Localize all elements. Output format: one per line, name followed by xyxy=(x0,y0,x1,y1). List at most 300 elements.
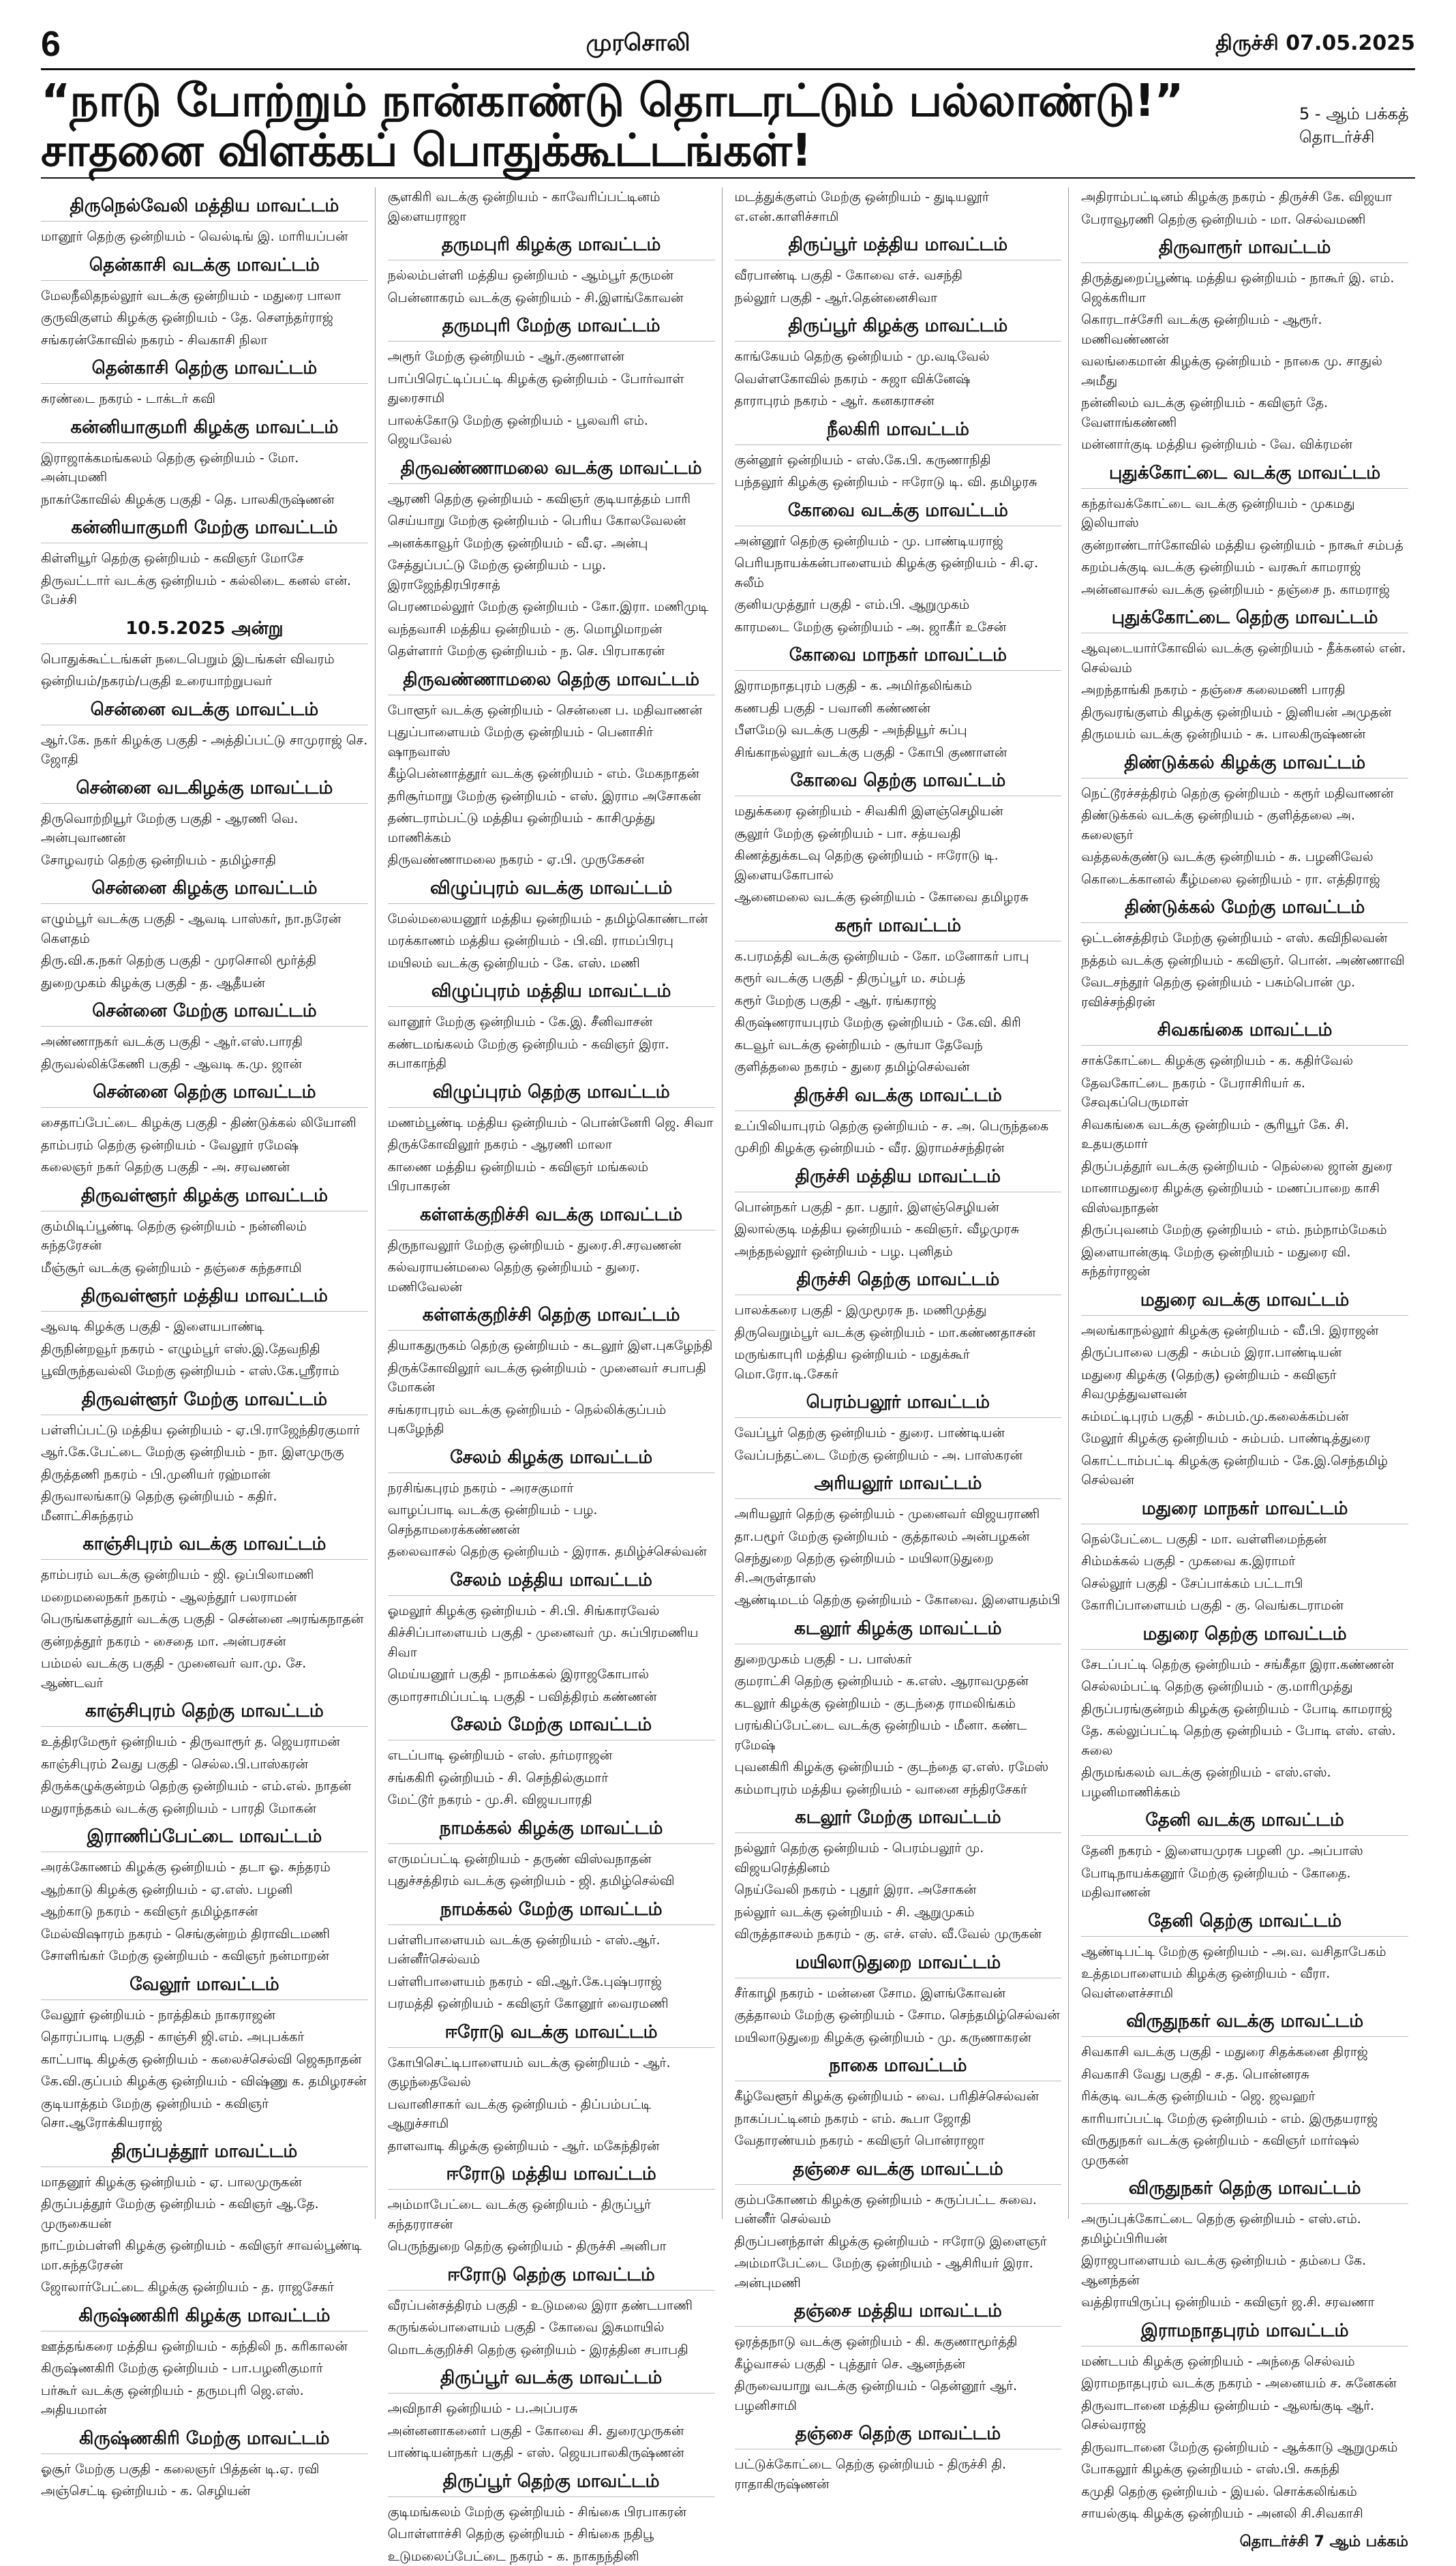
meeting-entry: பெரணமல்லூர் மேற்கு ஒன்றியம் - கோ.இரா. மணிமுடி xyxy=(388,597,715,617)
meeting-entry: வெள்ளகோவில் நகரம் - சுஜா விக்னேஷ் xyxy=(735,369,1062,389)
meeting-entry: இலால்குடி மத்திய ஒன்றியம் - கவிஞர். வீழமுரசு xyxy=(735,1220,1062,1239)
meeting-entry: மரக்காணம் மத்திய ஒன்றியம் - பி.வி. ராமப்பிரபு xyxy=(388,931,715,951)
district-heading: திருவள்ளூர் மேற்கு மாவட்டம் xyxy=(41,1389,368,1415)
district-heading: இராணிப்பேட்டை மாவட்டம் xyxy=(41,1826,368,1852)
meeting-entry: ஆர்.கே.பேட்டை மேற்கு ஒன்றியம் - நா. இளமுருகு xyxy=(41,1443,368,1462)
district-heading: சேலம் மேற்கு மாவட்டம் xyxy=(388,1715,715,1740)
district-heading: விழுப்புரம் வடக்கு மாவட்டம் xyxy=(388,878,715,904)
meeting-entry: மொடக்குறிச்சி தெற்கு ஒன்றியம் - இரத்தின சபாபதி xyxy=(388,2340,715,2360)
meeting-entry: குன்றாண்டார்கோவில் மத்திய ஒன்றியம் - நாகூர் சம்பத் xyxy=(1081,536,1408,556)
district-heading: கிருஷ்ணகிரி மேற்கு மாவட்டம் xyxy=(41,2428,368,2454)
meeting-entry: தண்டராம்பட்டு மத்திய ஒன்றியம் - காசிமுத்து மாணிக்கம் xyxy=(388,809,715,847)
meeting-entry: திருப்புவனம் மேற்கு ஒன்றியம் - எம். நம்நாம்மேகம் xyxy=(1081,1220,1408,1240)
column-3 xyxy=(735,187,1070,2219)
meeting-entry: தேனி நகரம் - இளையமுரசு பழனி மு. அப்பாஸ் xyxy=(1081,1841,1408,1861)
article-columns xyxy=(41,187,1415,2219)
meeting-entry: ரிக்குடி வடக்கு ஒன்றியம் - ஜெ. ஜவஹர் xyxy=(1081,2087,1408,2107)
meeting-entry: தாளவாடி கிழக்கு ஒன்றியம் - ஆர். மகேந்திரன் xyxy=(388,2137,715,2156)
district-heading: கிருஷ்ணகிரி கிழக்கு மாவட்டம் xyxy=(41,2306,368,2331)
meeting-entry: சோளிங்கர் மேற்கு ஒன்றியம் - கவிஞர் நன்மாறன் xyxy=(41,1946,368,1966)
meeting-entry: சூளகிரி வடக்கு ஒன்றியம் - காவேரிப்பட்டினம் இளையராஜா xyxy=(388,187,715,226)
district-heading: சென்னை கிழக்கு மாவட்டம் xyxy=(41,878,368,904)
meeting-entry: பாலக்கோடு மேற்கு ஒன்றியம் - பூலவரி எம். ஜெயவேல் xyxy=(388,411,715,450)
meeting-entry: சிவகாசி வடக்கு பகுதி - மதுரை சிதக்கனை திராஜ் xyxy=(1081,2042,1408,2062)
district-heading: திருச்சி வடக்கு மாவட்டம் xyxy=(735,1085,1062,1111)
meeting-entry: சேத்துப்பட்டு மேற்கு ஒன்றியம் - பழ. இராஜேந்திரபிரசாத் xyxy=(388,556,715,594)
district-heading: விருதுநகர் தெற்கு மாவட்டம் xyxy=(1081,2178,1408,2204)
meeting-entry: குமராட்சி தெற்கு ஒன்றியம் - க.எஸ். ஆராவமுதன் xyxy=(735,1672,1062,1691)
meeting-entry: கல்வராயன்மலை தெற்கு ஒன்றியம் - துரை. மணிவேலன் xyxy=(388,1258,715,1297)
meeting-entry: திருநின்றவூர் நகரம் - எழும்பூர் எஸ்.இ.தேவநிதி xyxy=(41,1340,368,1359)
district-heading: புதுக்கோட்டை தெற்கு மாவட்டம் xyxy=(1081,607,1408,633)
district-heading: 10.5.2025 அன்று xyxy=(41,618,368,644)
meeting-entry: தெள்ளார் மேற்கு ஒன்றியம் - ந. செ. பிரபாகரன் xyxy=(388,642,715,661)
district-heading: கன்னியாகுமரி கிழக்கு மாவட்டம் xyxy=(41,417,368,443)
district-heading: திண்டுக்கல் மேற்கு மாவட்டம் xyxy=(1081,897,1408,923)
meeting-entry: கண்டமங்கலம் மேற்கு ஒன்றியம் - கவிஞர் இரா. சுபாகாந்தி xyxy=(388,1035,715,1074)
meeting-entry: கோரிப்பாளையம் பகுதி - கு. வெங்கடராமன் xyxy=(1081,1596,1408,1616)
meeting-entry: குமாரசாமிப்பட்டி பகுதி - பவித்திரம் கண்ணன் xyxy=(388,1687,715,1707)
district-heading: நாமக்கல் மேற்கு மாவட்டம் xyxy=(388,1899,715,1925)
meeting-entry: கொட்டாம்பட்டி கிழக்கு ஒன்றியம் - கே.இ.செந்தமிழ் செல்வன் xyxy=(1081,1451,1408,1490)
meeting-entry: திருமங்கலம் வடக்கு ஒன்றியம் - எஸ்.எஸ். பழனிமாணிக்கம் xyxy=(1081,1763,1408,1802)
meeting-entry: நெல்பேட்டை பகுதி - மா. வள்ளிமைந்தன் xyxy=(1081,1530,1408,1550)
meeting-entry: திருவெறும்பூர் வடக்கு ஒன்றியம் - மா.கண்ணதாசன் xyxy=(735,1323,1062,1343)
meeting-entry: சைதாப்பேட்டை கிழக்கு பகுதி - திண்டுக்கல் லியோனி xyxy=(41,1113,368,1133)
meeting-entry: அலங்காநல்லூர் கிழக்கு ஒன்றியம் - வீ.பி. இராஜன் xyxy=(1081,1321,1408,1341)
city-date: திருச்சி 07.05.2025 xyxy=(1215,31,1415,58)
meeting-entry: நாட்றம்பள்ளி கிழக்கு ஒன்றியம் - கவிஞர் சாவல்பூண்டி மா.சுந்தரேசன் xyxy=(41,2236,368,2275)
meeting-entry: போடிநாயக்கனூர் மேற்கு ஒன்றியம் - கோதை. மதிவாணன் xyxy=(1081,1864,1408,1903)
headline: “நாடு போற்றும் நான்காண்டு தொடரட்டும் பல்லாண்டு!” சாதனை விளக்கப் பொதுக்கூட்டங்கள்! xyxy=(41,76,1299,175)
meeting-entry: திருமயம் வடக்கு ஒன்றியம் - சு. பாலகிருஷ்ணன் xyxy=(1081,725,1408,744)
meeting-entry: திருவாலங்காடு தெற்கு ஒன்றியம் - கதிர். மீனாட்சிசுந்தரம் xyxy=(41,1487,368,1526)
meeting-entry: தரிசூர்மாறு மேற்கு ஒன்றியம் - எஸ். இராம அசோகன் xyxy=(388,787,715,806)
meeting-entry: மானூர் தெற்கு ஒன்றியம் - வெல்டிங் இ. மாரியப்பன் xyxy=(41,227,368,247)
meeting-entry: கிச்சிப்பாளையம் பகுதி - முனைவர் மு. சுப்பிரமணிய சிவா xyxy=(388,1623,715,1662)
meeting-entry: செய்யாறு மேற்கு ஒன்றியம் - பெரிய கோலவேலன் xyxy=(388,511,715,531)
meeting-entry: மதுக்கரை ஒன்றியம் - சிவகிரி இளஞ்செழியன் xyxy=(735,802,1062,821)
meeting-entry: கும்பகோணம் கிழக்கு ஒன்றியம் - சுருப்பட்ட சுவை. பன்னீர் செல்வம் xyxy=(735,2190,1062,2229)
meeting-entry: பவானிசாகர் வடக்கு ஒன்றியம் - திப்பம்பட்டி ஆறுச்சாமி xyxy=(388,2095,715,2134)
district-heading: திருப்பூர் மத்திய மாவட்டம் xyxy=(735,235,1062,260)
meeting-entry: வலங்கைமான் கிழக்கு ஒன்றியம் - நாகை மு. சாதுல் அமீது xyxy=(1081,352,1408,391)
meeting-entry: சிங்காநல்லூர் வடக்கு பகுதி - கோபி குணாளன் xyxy=(735,743,1062,763)
meeting-entry: கணபதி பகுதி - பவானி கண்ணன் xyxy=(735,699,1062,719)
meeting-entry: நல்லம்பள்ளி மத்திய ஒன்றியம் - ஆம்பூர் தருமன் xyxy=(388,266,715,286)
meeting-entry: வாழப்பாடி வடக்கு ஒன்றியம் - பழ. செந்தாமரைக்கண்ணன் xyxy=(388,1500,715,1539)
meeting-entry: திரு.வி.க.நகர் தெற்கு பகுதி - முரசொலி மூர்த்தி xyxy=(41,951,368,971)
meeting-entry: பூவிருந்தவல்லி மேற்கு ஒன்றியம் - எஸ்.கே.ஸ்ரீராம் xyxy=(41,1361,368,1381)
district-heading: வேலூர் மாவட்டம் xyxy=(41,1974,368,2000)
meeting-entry: செந்துறை தெற்கு ஒன்றியம் - மயிலாடுதுறை சி.அருள்தாஸ் xyxy=(735,1549,1062,1588)
district-heading: சேலம் மத்திய மாவட்டம் xyxy=(388,1570,715,1596)
meeting-entry: கரூர் வடக்கு பகுதி - திருப்பூர் ம. சம்பத் xyxy=(735,969,1062,988)
column-1 xyxy=(41,187,376,2219)
continuation-note: 5 - ஆம் பக்கத் தொடர்ச்சி xyxy=(1299,103,1415,149)
meeting-entry: கொடைக்கானல் கீழ்மலை ஒன்றியம் - ரா. எத்திராஜ் xyxy=(1081,870,1408,890)
meeting-entry: நல்லூர் வடக்கு ஒன்றியம் - சி. ஆறுமுகம் xyxy=(735,1903,1062,1922)
meeting-entry: திருக்கழுக்குன்றம் தெற்கு ஒன்றியம் - எம்.எல். நாதன் xyxy=(41,1777,368,1796)
district-heading: கோவை மாநகர் மாவட்டம் xyxy=(735,645,1062,671)
meeting-entry: கோபிசெட்டிபாளையம் வடக்கு ஒன்றியம் - ஆர். குழந்தைவேல் xyxy=(388,2053,715,2092)
meeting-entry: குருவிகுளம் கிழக்கு ஒன்றியம் - தே. சௌந்தர்ராஜ் xyxy=(41,308,368,328)
district-heading: மதுரை தெற்கு மாவட்டம் xyxy=(1081,1624,1408,1650)
meeting-entry: குடிமங்கலம் மேற்கு ஒன்றியம் - சிங்கை பிரபாகரன் xyxy=(388,2503,715,2522)
meeting-entry: பெரியநாயக்கன்பாளையம் கிழக்கு ஒன்றியம் - சி.ஏ. சுலீம் xyxy=(735,554,1062,592)
meeting-entry: சிவகங்கை வடக்கு ஒன்றியம் - சூரியூர் கே. சி. உதயகுமார் xyxy=(1081,1115,1408,1154)
meeting-entry: பெருந்துறை தெற்கு ஒன்றியம் - திருச்சி அனிபா xyxy=(388,2237,715,2256)
meeting-entry: அன்னனாகனைர் பகுதி - கோவை சி. துரைமுருகன் xyxy=(388,2421,715,2441)
meeting-entry: மன்னார்குடி மத்திய ஒன்றியம் - வே. விக்ரமன் xyxy=(1081,435,1408,455)
meeting-entry: நெய்வேலி நகரம் - புதூர் இரா. அசோகன் xyxy=(735,1880,1062,1900)
district-heading: கோவை வடக்கு மாவட்டம் xyxy=(735,500,1062,526)
meeting-entry: கறம்பக்குடி வடக்கு ஒன்றியம் - வரகூர் காமராஜ் xyxy=(1081,558,1408,577)
meeting-entry: முசிறி கிழக்கு ஒன்றியம் - வீர. இராமச்சந்திரன் xyxy=(735,1138,1062,1158)
district-heading: நாகை மாவட்டம் xyxy=(735,2055,1062,2081)
meeting-entry: திருவட்டார் வடக்கு ஒன்றியம் - கல்லிடை கனல் என். பேச்சி xyxy=(41,571,368,610)
district-heading: கள்ளக்குறிச்சி தெற்கு மாவட்டம் xyxy=(388,1305,715,1331)
district-heading: தஞ்சை வடக்கு மாவட்டம் xyxy=(735,2159,1062,2185)
headline-row xyxy=(41,75,1415,179)
meeting-entry: நன்னிலம் வடக்கு ஒன்றியம் - கவிஞர் தே. வேளாங்கண்ணி xyxy=(1081,393,1408,432)
meeting-entry: உத்திரமேரூர் ஒன்றியம் - திருவாரூர் த. ஜெயராமன் xyxy=(41,1732,368,1752)
meeting-entry: ஊத்தங்கரை மத்திய ஒன்றியம் - கந்திலி ந. கரிகாலன் xyxy=(41,2337,368,2357)
meeting-entry: க.பரமத்தி வடக்கு ஒன்றியம் - கோ. மனோகர் பாபு xyxy=(735,947,1062,967)
meeting-entry: அம்மாபேட்டை மேற்கு ஒன்றியம் - ஆசிரியர் இரா. அன்புமணி xyxy=(735,2254,1062,2293)
meeting-entry: இராஜபாளையம் வடக்கு ஒன்றியம் - தம்பை கே. ஆனந்தன் xyxy=(1081,2251,1408,2290)
meeting-entry: சங்ககிரி ஒன்றியம் - சி. செந்தில்குமார் xyxy=(388,1768,715,1788)
meeting-entry: கொரடாச்சேரி வடக்கு ஒன்றியம் - ஆரூர். மணிவண்ணன் xyxy=(1081,310,1408,349)
meeting-entry: பம்மல் வடக்கு பகுதி - முனைவர் வா.மு. சே. ஆண்டவர் xyxy=(41,1654,368,1693)
district-heading: மதுரை வடக்கு மாவட்டம் xyxy=(1081,1290,1408,1316)
meeting-entry: மெய்யனூர் பகுதி - நாமக்கல் இராஜகோபால் xyxy=(388,1665,715,1685)
meeting-entry: சாக்கோட்டை கிழக்கு ஒன்றியம் - க. கதிர்வேல் xyxy=(1081,1051,1408,1071)
meeting-entry: தலைவாசல் தெற்கு ஒன்றியம் - இராசு. தமிழ்ச்செல்வன் xyxy=(388,1542,715,1562)
district-heading: திருவண்ணாமலை தெற்கு மாவட்டம் xyxy=(388,669,715,695)
paper-name: முரசொலி xyxy=(586,29,691,59)
meeting-entry: மேல்விஷாரம் நகரம் - செங்குன்றம் திராவிடமணி xyxy=(41,1925,368,1944)
district-heading: திருவள்ளூர் மத்திய மாவட்டம் xyxy=(41,1286,368,1312)
district-heading: திருச்சி மத்திய மாவட்டம் xyxy=(735,1166,1062,1192)
district-heading: சென்னை வடக்கு மாவட்டம் xyxy=(41,699,368,725)
meeting-entry: கமுதி தெற்கு ஒன்றியம் - இயல். சொக்கலிங்கம் xyxy=(1081,2482,1408,2502)
meeting-entry: திருப்பாலை பகுதி - சும்பம் இரா.பாண்டியன் xyxy=(1081,1343,1408,1363)
meeting-entry: ஓமலூர் கிழக்கு ஒன்றியம் - சி.பி. சிங்காரவேல் xyxy=(388,1601,715,1621)
meeting-entry: பள்ளிபாளையம் நகரம் - வி.ஆர்.கே.புஷ்பராஜ் xyxy=(388,1972,715,1992)
meeting-entry: ஆண்டிபட்டி மேற்கு ஒன்றியம் - அ.வ. வசிதாபேகம் xyxy=(1081,1942,1408,1962)
meeting-entry: தாராபுரம் நகரம் - ஆர். கனகராசன் xyxy=(735,391,1062,411)
meeting-entry: பரங்கிப்பேட்டை வடக்கு ஒன்றியம் - மீனா. கண்ட ரமேஷ் xyxy=(735,1716,1062,1755)
meeting-entry: தியாகதுருகம் தெற்கு ஒன்றியம் - கடலூர் இள.புகழேந்தி xyxy=(388,1336,715,1356)
district-heading: நீலகிரி மாவட்டம் xyxy=(735,419,1062,445)
meeting-entry: பொள்ளாச்சி தெற்கு ஒன்றியம் - சிங்கை நதிபூ xyxy=(388,2524,715,2544)
meeting-entry: காஞ்சிபுரம் 2வது பகுதி - செல்ல.பி.பாஸ்கரன் xyxy=(41,1755,368,1775)
meeting-entry: மேல்மலையனூர் மத்திய ஒன்றியம் - தமிழ்கொண்டான் xyxy=(388,909,715,929)
district-heading: தேனி வடக்கு மாவட்டம் xyxy=(1081,1810,1408,1836)
district-heading: கரூர் மாவட்டம் xyxy=(735,916,1062,941)
district-heading: கோவை தெற்கு மாவட்டம் xyxy=(735,770,1062,796)
district-heading: கன்னியாகுமரி மேற்கு மாவட்டம் xyxy=(41,517,368,543)
meeting-entry: திருத்துறைப்பூண்டி மத்திய ஒன்றியம் - நாகூர் இ. எம். ஜெக்கரியா xyxy=(1081,269,1408,307)
meeting-entry: காரியாப்பட்டி மேற்கு ஒன்றியம் - எம். இருதயராஜ் xyxy=(1081,2109,1408,2129)
meeting-entry: குனியமுத்தூர் பகுதி - எம்.பி. ஆறுமுகம் xyxy=(735,595,1062,615)
meeting-entry: கீழ்பென்னாத்தூர் வடக்கு ஒன்றியம் - எம். மேகநாதன் xyxy=(388,764,715,784)
meeting-entry: பெருங்களத்தூர் வடக்கு பகுதி - சென்னை அரங்கநாதன் xyxy=(41,1610,368,1629)
meeting-entry: மயிலம் வடக்கு ஒன்றியம் - கே. எஸ். மணி xyxy=(388,954,715,973)
meeting-entry: சாயல்குடி கிழக்கு ஒன்றியம் - அனலி சி.சிவகாசி xyxy=(1081,2504,1408,2524)
meeting-entry: இராமநாதபுரம் வடக்கு நகரம் - அனையம் ச. சுனேகன் xyxy=(1081,2374,1408,2394)
masthead xyxy=(41,20,1415,70)
meeting-entry: ஆற்காடு கிழக்கு ஒன்றியம் - ஏ.எஸ். பழனி xyxy=(41,1880,368,1900)
meeting-entry: ஆற்காடு நகரம் - கவிஞர் தமிழ்தாசன் xyxy=(41,1902,368,1922)
meeting-entry: சங்கரன்கோவில் நகரம் - சிவகாசி நிலா xyxy=(41,331,368,350)
district-heading: விருதுநகர் வடக்கு மாவட்டம் xyxy=(1081,2011,1408,2037)
meeting-entry: பாலக்கரை பகுதி - இமுமூரசு ந. மணிமுத்து xyxy=(735,1301,1062,1320)
meeting-entry: ஒன்றியம்/நகரம்/பகுதி உரையாற்றுபவர் xyxy=(41,671,368,691)
meeting-entry: ஓசூர் மேற்கு பகுதி - கலைஞர் பித்தன் டி.ஏ. ரவி xyxy=(41,2460,368,2479)
district-heading: ஈரோடு மத்திய மாவட்டம் xyxy=(388,2164,715,2190)
district-heading: தஞ்சை மத்திய மாவட்டம் xyxy=(735,2301,1062,2327)
district-heading: திருவண்ணாமலை வடக்கு மாவட்டம் xyxy=(388,458,715,484)
meeting-entry: காங்கேயம் தெற்கு ஒன்றியம் - மு.வடிவேல் xyxy=(735,347,1062,367)
meeting-entry: திருப்பரங்குன்றம் கிழக்கு ஒன்றியம் - போடி காமராஜ் xyxy=(1081,1700,1408,1719)
meeting-entry: பென்னாகரம் வடக்கு ஒன்றியம் - சி.இளங்கோவன் xyxy=(388,288,715,308)
meeting-entry: நரசிங்கபுரம் நகரம் - அரசகுமார் xyxy=(388,1479,715,1498)
meeting-entry: திருக்கோவிலூர் நகரம் - ஆரணி மாலா xyxy=(388,1135,715,1155)
meeting-entry: பொதுக்கூட்டங்கள் நடைபெறும் இடங்கள் விவரம் xyxy=(41,650,368,669)
meeting-entry: செல்லம்பட்டி தெற்கு ஒன்றியம் - கு.மாரிமுத்து xyxy=(1081,1677,1408,1697)
district-heading: ஈரோடு தெற்கு மாவட்டம் xyxy=(388,2265,715,2291)
meeting-entry: அன்னவாசல் வடக்கு ஒன்றியம் - தஞ்சை ந. காமராஜ் xyxy=(1081,580,1408,600)
meeting-entry: சிம்மக்கல் பகுதி - முகவை க.இராமர் xyxy=(1081,1552,1408,1571)
meeting-entry: மதுராந்தகம் வடக்கு ஒன்றியம் - பாரதி மோகன் xyxy=(41,1799,368,1819)
meeting-entry: சும்மட்டிபுரம் பகுதி - சும்பம்.மு.கலைக்கம்பன் xyxy=(1081,1407,1408,1427)
district-heading: விழுப்புரம் தெற்கு மாவட்டம் xyxy=(388,1082,715,1108)
meeting-entry: பொன்நகர் பகுதி - தா. பதூர். இளஞ்செழியன் xyxy=(735,1198,1062,1218)
district-heading: தென்காசி தெற்கு மாவட்டம் xyxy=(41,358,368,384)
column-2 xyxy=(388,187,723,2219)
meeting-entry: தொரப்பாடி பகுதி - காஞ்சி ஜி.எம். அபுபக்கர் xyxy=(41,2027,368,2047)
meeting-entry: புவனகிரி கிழக்கு ஒன்றியம் - குடந்தை ஏ.எஸ். ரமேஸ் xyxy=(735,1757,1062,1777)
meeting-entry: ஆரணி தெற்கு ஒன்றியம் - கவிஞர் குடியாத்தம் பாரி xyxy=(388,489,715,509)
meeting-entry: அரியலூர் தெற்கு ஒன்றியம் - முனைவர் விஜயராணி xyxy=(735,1505,1062,1524)
district-heading: மதுரை மாநகர் மாவட்டம் xyxy=(1081,1498,1408,1524)
meeting-entry: பாண்டியன்நகர் பகுதி - எஸ். ஜெயபாலகிருஷ்ணன் xyxy=(388,2443,715,2463)
meeting-entry: மதுரை கிழக்கு (தெற்கு) ஒன்றியம் - கவிஞர் சிவமுத்துவளவன் xyxy=(1081,1365,1408,1404)
district-heading: சென்னை வடகிழக்கு மாவட்டம் xyxy=(41,778,368,804)
district-heading: கடலூர் கிழக்கு மாவட்டம் xyxy=(735,1618,1062,1644)
meeting-entry: திருத்தணி நகரம் - பி.முனியர் ரஹ்மான் xyxy=(41,1465,368,1485)
meeting-entry: கலைஞர் நகர் தெற்கு பகுதி - அ. சரவணன் xyxy=(41,1158,368,1177)
district-heading: தருமபுரி மேற்கு மாவட்டம் xyxy=(388,316,715,342)
meeting-entry: பள்ளிபாளையம் வடக்கு ஒன்றியம் - எஸ்.ஆர். பன்னீர்செல்வம் xyxy=(388,1931,715,1969)
meeting-entry: சூலூர் மேற்கு ஒன்றியம் - பா. சத்யவதி xyxy=(735,824,1062,844)
meeting-entry: ஒரத்தநாடு வடக்கு ஒன்றியம் - கி. சுகுணாமூர்த்தி xyxy=(735,2332,1062,2352)
meeting-entry: எருமப்பட்டி ஒன்றியம் - தருண் விஸ்வநாதன் xyxy=(388,1850,715,1869)
district-heading: காஞ்சிபுரம் தெற்கு மாவட்டம் xyxy=(41,1701,368,1727)
page-number: 6 xyxy=(41,24,61,65)
district-heading: கடலூர் மேற்கு மாவட்டம் xyxy=(735,1807,1062,1833)
meeting-entry: ஆவுடையார்கோவில் வடக்கு ஒன்றியம் - தீக்கனல் என். செல்வம் xyxy=(1081,639,1408,678)
district-heading: காஞ்சிபுரம் வடக்கு மாவட்டம் xyxy=(41,1534,368,1560)
district-heading: தேனி தெற்கு மாவட்டம் xyxy=(1081,1911,1408,1937)
meeting-entry: தே. கல்லுப்பட்டி தெற்கு ஒன்றியம் - போடி எஸ். எஸ். சுலை xyxy=(1081,1721,1408,1760)
meeting-entry: திருவையாறு வடக்கு ஒன்றியம் - தென்னூர் ஆர். பழனிசாமி xyxy=(735,2376,1062,2415)
meeting-entry: குளித்தலை நகரம் - துரை தமிழ்செல்வன் xyxy=(735,1057,1062,1077)
meeting-entry: குத்தாலம் மேற்கு ஒன்றியம் - சோம. செந்தமிழ்செல்வன் xyxy=(735,2006,1062,2025)
meeting-entry: குன்னூர் ஒன்றியம் - எஸ்.கே.பி. கருணாநிதி xyxy=(735,451,1062,470)
meeting-entry: அம்மாபேட்டை வடக்கு ஒன்றியம் - திருப்பூர் சுந்தரராசன் xyxy=(388,2195,715,2234)
meeting-entry: காணை மத்திய ஒன்றியம் - கவிஞர் மங்கலம் பிரபாகரன் xyxy=(388,1158,715,1196)
meeting-entry: அறந்தாங்கி நகரம் - தஞ்சை கலைமணி பாரதி xyxy=(1081,680,1408,700)
meeting-entry: வேப்பூர் தெற்கு ஒன்றியம் - துரை. பாண்டியன் xyxy=(735,1423,1062,1443)
meeting-entry: மண்டபம் கிழக்கு ஒன்றியம் - அந்தை செல்வம் xyxy=(1081,2352,1408,2372)
meeting-entry: ஆவடி கிழக்கு பகுதி - இளையபாண்டி xyxy=(41,1317,368,1337)
meeting-entry: கரூர் மேற்கு பகுதி - ஆர். ரங்கராஜ் xyxy=(735,991,1062,1011)
meeting-entry: திண்டுக்கல் வடக்கு ஒன்றியம் - குளித்தலை அ. கலைஞர் xyxy=(1081,806,1408,845)
meeting-entry: அரக்கோணம் கிழக்கு ஒன்றியம் - தடா ஓ. சுந்தரம் xyxy=(41,1858,368,1877)
meeting-entry: வேடசந்தூர் தெற்கு ஒன்றியம் - பசும்பொன் மு. ரவிச்சந்திரன் xyxy=(1081,973,1408,1012)
meeting-entry: வத்தலக்குண்டு வடக்கு ஒன்றியம் - சு. பழனிவேல் xyxy=(1081,847,1408,867)
district-heading: இராமநாதபுரம் மாவட்டம் xyxy=(1081,2321,1408,2346)
meeting-entry: கிருஷ்ணராயபுரம் மேற்கு ஒன்றியம் - கே.வி. கிரி xyxy=(735,1013,1062,1033)
meeting-entry: அன்னூர் தெற்கு ஒன்றியம் - மு. பாண்டியராஜ் xyxy=(735,532,1062,552)
district-heading: தென்காசி வடக்கு மாவட்டம் xyxy=(41,255,368,281)
district-heading: திருப்பூர் வடக்கு மாவட்டம் xyxy=(388,2368,715,2394)
meeting-entry: வந்தவாசி மத்திய ஒன்றியம் - கு. மொழிமாறன் xyxy=(388,620,715,639)
meeting-entry: அருப்புக்கோட்டை தெற்கு ஒன்றியம் - எஸ்.எம். தமிழ்ப்பிரியன் xyxy=(1081,2209,1408,2248)
meeting-entry: மடத்துக்குளம் மேற்கு ஒன்றியம் - துடியலூர் எ.என்.காளிச்சாமி xyxy=(735,187,1062,226)
meeting-entry: துறைமுகம் கிழக்கு பகுதி - த. ஆதீயன் xyxy=(41,973,368,993)
meeting-entry: வீரப்பன்சத்திரம் பகுதி - உடுமலை இரா தண்டபாணி xyxy=(388,2296,715,2316)
meeting-entry: திருப்பத்தூர் வடக்கு ஒன்றியம் - நெல்லை ஜான் துரை xyxy=(1081,1157,1408,1177)
meeting-entry: மேலநீலிதநல்லூர் வடக்கு ஒன்றியம் - மதுரை பாலா xyxy=(41,286,368,306)
meeting-entry: பாப்பிரெட்டிப்பட்டி கிழக்கு ஒன்றியம் - போர்வாள் துரைசாமி xyxy=(388,369,715,408)
meeting-entry: சேடப்பட்டி தெற்கு ஒன்றியம் - சங்கீதா இரா.கண்ணன் xyxy=(1081,1655,1408,1675)
meeting-entry: அரூர் மேற்கு ஒன்றியம் - ஆர்.குணாளன் xyxy=(388,347,715,367)
meeting-entry: வேப்பந்தட்டை மேற்கு ஒன்றியம் - அ. பாஸ்கரன் xyxy=(735,1446,1062,1466)
meeting-entry: கும்மிடிப்பூண்டி தெற்கு ஒன்றியம் - நன்னிலம் சுந்தரேசன் xyxy=(41,1217,368,1256)
district-heading: மயிலாடுதுறை மாவட்டம் xyxy=(735,1952,1062,1978)
meeting-entry: உத்தமபாளையம் கிழக்கு ஒன்றியம் - வீரா. வெள்ளைச்சாமி xyxy=(1081,1964,1408,2003)
meeting-entry: தா.பழூர் மேற்கு ஒன்றியம் - குத்தாலம் அன்பழகன் xyxy=(735,1527,1062,1547)
district-heading: ஈரோடு வடக்கு மாவட்டம் xyxy=(388,2022,715,2048)
meeting-entry: பட்டுக்கோட்டை தெற்கு ஒன்றியம் - திருச்சி தி. ராதாகிருஷ்ணன் xyxy=(735,2455,1062,2494)
meeting-entry: குடியாத்தம் மேற்கு ஒன்றியம் - கவிஞர் சொ.ஆரோக்கியராஜ் xyxy=(41,2094,368,2133)
district-heading: சென்னை மேற்கு மாவட்டம் xyxy=(41,1001,368,1027)
meeting-entry: ஆண்டிமடம் தெற்கு ஒன்றியம் - கோவை. இளையதம்பி xyxy=(735,1590,1062,1610)
meeting-entry: பந்தலூர் கிழக்கு ஒன்றியம் - ஈரோடு டி. வி. தமிழரசு xyxy=(735,472,1062,492)
meeting-entry: அதிராம்பட்டினம் கிழக்கு நகரம் - திருச்சி கே. விஜயா xyxy=(1081,187,1408,207)
meeting-entry: மணம்பூண்டி மத்திய ஒன்றியம் - பொன்னேரி ஜெ. சிவா xyxy=(388,1113,715,1133)
meeting-entry: சோழவரம் தெற்கு ஒன்றியம் - தமிழ்சாதி xyxy=(41,851,368,871)
district-heading: திருப்பத்தூர் மாவட்டம் xyxy=(41,2141,368,2167)
meeting-entry: சங்கராபுரம் வடக்கு ஒன்றியம் - நெல்லிக்குப்பம் புகழேந்தி xyxy=(388,1400,715,1439)
meeting-entry: நல்லூர் பகுதி - ஆர்.தென்னைசிவா xyxy=(735,288,1062,308)
meeting-entry: திருவல்லிக்கேணி பகுதி - ஆவடி க.மு. ஜான் xyxy=(41,1055,368,1074)
meeting-entry: இராமநாதபுரம் பகுதி - க. அமிர்தலிங்கம் xyxy=(735,676,1062,696)
meeting-entry: குன்றத்தூர் நகரம் - சைதை மா. அன்பரசன் xyxy=(41,1632,368,1652)
meeting-entry: கே.வி.குப்பம் கிழக்கு ஒன்றியம் - விஷ்ணு க. தமிழரசன் xyxy=(41,2072,368,2092)
meeting-entry: திருப்பத்தூர் மேற்கு ஒன்றியம் - கவிஞர் ஆ.தே. முருகையன் xyxy=(41,2194,368,2233)
district-heading: சேலம் கிழக்கு மாவட்டம் xyxy=(388,1447,715,1473)
meeting-entry: எடப்பாடி ஒன்றியம் - எஸ். தர்மராஜன் xyxy=(388,1746,715,1766)
column-4 xyxy=(1081,187,1415,2219)
meeting-entry: மாதனூர் கிழக்கு ஒன்றியம் - ஏ. பாலமுருகன் xyxy=(41,2173,368,2192)
meeting-entry: நல்லூர் தெற்கு ஒன்றியம் - பெரம்பலூர் மு. விஜயரெத்தினம் xyxy=(735,1839,1062,1877)
meeting-entry: வேதாரண்யம் நகரம் - கவிஞர் பொன்ராஜா xyxy=(735,2131,1062,2151)
meeting-entry: காரமடை மேற்கு ஒன்றியம் - அ. ஜாகீர் உசேன் xyxy=(735,618,1062,637)
meeting-entry: வத்திராயிருப்பு ஒன்றியம் - கவிஞர் ஜ.சி. சரவணா xyxy=(1081,2293,1408,2312)
meeting-entry: கடலூர் கிழக்கு ஒன்றியம் - குடந்தை ராமலிங்கம் xyxy=(735,1694,1062,1714)
meeting-entry: விருத்தாசலம் நகரம் - கு. எச். எஸ். வீ.வேல் முருகன் xyxy=(735,1925,1062,1944)
meeting-entry: கீழ்வாசல் பகுதி - புத்தூர் செ. ஆனந்தன் xyxy=(735,2355,1062,2374)
district-heading: பெரம்பலூர் மாவட்டம் xyxy=(735,1392,1062,1418)
meeting-entry: உப்பிலியாபுரம் தெற்கு ஒன்றியம் - ச. அ. பெருந்தகை xyxy=(735,1117,1062,1136)
meeting-entry: போளூர் வடக்கு ஒன்றியம் - சென்னை ப. மதிவாணன் xyxy=(388,701,715,721)
meeting-entry: தேவகோட்டை நகரம் - பேராசிரியர் க. சேவுகப்பெருமாள் xyxy=(1081,1074,1408,1113)
meeting-entry: ஒட்டன்சத்திரம் மேற்கு ஒன்றியம் - எஸ். கவிநிலவன் xyxy=(1081,929,1408,948)
meeting-entry: கிணத்துக்கடவு தெற்கு ஒன்றியம் - ஈரோடு டி. இளையகோபால் xyxy=(735,846,1062,885)
district-heading: கள்ளக்குறிச்சி வடக்கு மாவட்டம் xyxy=(388,1205,715,1231)
meeting-entry: விருதுநகர் வடக்கு ஒன்றியம் - கவிஞர் மார்ஷல் முருகன் xyxy=(1081,2131,1408,2170)
meeting-entry: மேலூர் கிழக்கு ஒன்றியம் - சும்பம். பாண்டித்துரை xyxy=(1081,1429,1408,1449)
district-heading: விழுப்புரம் மத்திய மாவட்டம் xyxy=(388,981,715,1007)
continued-note: தொடர்ச்சி 7 ஆம் பக்கம் xyxy=(1081,2533,1408,2552)
district-heading: திண்டுக்கல் கிழக்கு மாவட்டம் xyxy=(1081,753,1408,779)
meeting-entry: கம்மாபுரம் மத்திய ஒன்றியம் - வானை சந்திரசேகர் xyxy=(735,1780,1062,1800)
meeting-entry: நத்தம் வடக்கு ஒன்றியம் - கவிஞர். பொன். அண்ணாவி xyxy=(1081,951,1408,971)
meeting-entry: பர்கூர் வடக்கு ஒன்றியம் - தருமபுரி ஜெ.எஸ். அதியமான் xyxy=(41,2381,368,2420)
meeting-entry: அந்தநல்லூர் ஒன்றியம் - பழ. புனிதம் xyxy=(735,1242,1062,1262)
meeting-entry: வானூர் மேற்கு ஒன்றியம் - கே.இ. சீனிவாசன் xyxy=(388,1012,715,1032)
meeting-entry: சிவகாசி வேது பகுதி - ச.த. பொன்னரசு xyxy=(1081,2065,1408,2085)
district-heading: திருவள்ளூர் கிழக்கு மாவட்டம் xyxy=(41,1186,368,1211)
district-heading: திருச்சி தெற்கு மாவட்டம் xyxy=(735,1269,1062,1295)
meeting-entry: மேட்டூர் நகரம் - மு.சி. விஜயபாரதி xyxy=(388,1790,715,1810)
meeting-entry: சீர்காழி நகரம் - மன்னை சோம. இளங்கோவன் xyxy=(735,1984,1062,2004)
district-heading: புதுக்கோட்டை வடக்கு மாவட்டம் xyxy=(1081,463,1408,489)
meeting-entry: எழும்பூர் வடக்கு பகுதி - ஆவடி பாஸ்கர், நா.நரேன் கௌதம் xyxy=(41,909,368,948)
district-heading: நாமக்கல் கிழக்கு மாவட்டம் xyxy=(388,1818,715,1844)
meeting-entry: திருவாடானை மத்திய ஒன்றியம் - ஆலங்குடி ஆர். செல்வராஜ் xyxy=(1081,2396,1408,2435)
meeting-entry: கடவூர் வடக்கு ஒன்றியம் - சூர்யா தேவேந் xyxy=(735,1036,1062,1055)
meeting-entry: மானாமதுரை கிழக்கு ஒன்றியம் - மணப்பாறை காசி விஸ்வநாதன் xyxy=(1081,1179,1408,1218)
meeting-entry: கந்தர்வக்கோட்டை வடக்கு ஒன்றியம் - முகமது இலியாஸ் xyxy=(1081,494,1408,533)
district-heading: திருவாரூர் மாவட்டம் xyxy=(1081,237,1408,263)
meeting-entry: தாம்பரம் வடக்கு ஒன்றியம் - ஜி. ஒப்பிலாமணி xyxy=(41,1565,368,1585)
meeting-entry: திருப்பனந்தாள் கிழக்கு ஒன்றியம் - ஈரோடு இளைஞர் xyxy=(735,2232,1062,2252)
meeting-entry: காட்பாடி கிழக்கு ஒன்றியம் - கலைச்செல்வி ஜெகநாதன் xyxy=(41,2050,368,2070)
meeting-entry: பரமத்தி ஒன்றியம் - கவிஞர் கோனூர் வைரமணி xyxy=(388,1994,715,2014)
meeting-entry: இளையான்குடி மேற்கு ஒன்றியம் - மதுரை வி. சுந்தர்ராஜன் xyxy=(1081,1243,1408,1282)
district-heading: திருநெல்வேலி மத்திய மாவட்டம் xyxy=(41,196,368,222)
meeting-entry: நாகர்கோவில் கிழக்கு பகுதி - தெ. பாலகிருஷ்ணன் xyxy=(41,490,368,510)
meeting-entry: நாகப்பட்டினம் நகரம் - எம். கூபா ஜோதி xyxy=(735,2109,1062,2129)
meeting-entry: புதுப்பாளையம் மேற்கு ஒன்றியம் - பெனாசிர் ஷாநவாஸ் xyxy=(388,723,715,761)
meeting-entry: ஆர்.கே. நகர் கிழக்கு பகுதி - அத்திப்பட்டு சாமுராஜ் செ. ஜோதி xyxy=(41,731,368,770)
meeting-entry: கிள்ளியூர் தெற்கு ஒன்றியம் - கவிஞர் மோசே xyxy=(41,549,368,569)
meeting-entry: திருநாவலூர் மேற்கு ஒன்றியம் - துரை.சி.சரவணன் xyxy=(388,1236,715,1256)
district-heading: தருமபுரி கிழக்கு மாவட்டம் xyxy=(388,235,715,260)
meeting-entry: செல்லூர் பகுதி - சேப்பாக்கம் பட்டாபி xyxy=(1081,1574,1408,1594)
meeting-entry: நெட்டூரச்சத்திரம் தெற்கு ஒன்றியம் - கரூர் மதிவாணன் xyxy=(1081,784,1408,804)
meeting-entry: வீரபாண்டி பகுதி - கோவை எச். வசந்தி xyxy=(735,266,1062,286)
meeting-entry: பள்ளிப்பட்டு மத்திய ஒன்றியம் - ஏ.பி.ராஜேந்திரகுமார் xyxy=(41,1421,368,1440)
meeting-entry: ஆனைமலை வடக்கு ஒன்றியம் - கோவை தமிழரசு xyxy=(735,888,1062,907)
meeting-entry: தாம்பரம் தெற்கு ஒன்றியம் - வேலூர் ரமேஷ் xyxy=(41,1136,368,1156)
